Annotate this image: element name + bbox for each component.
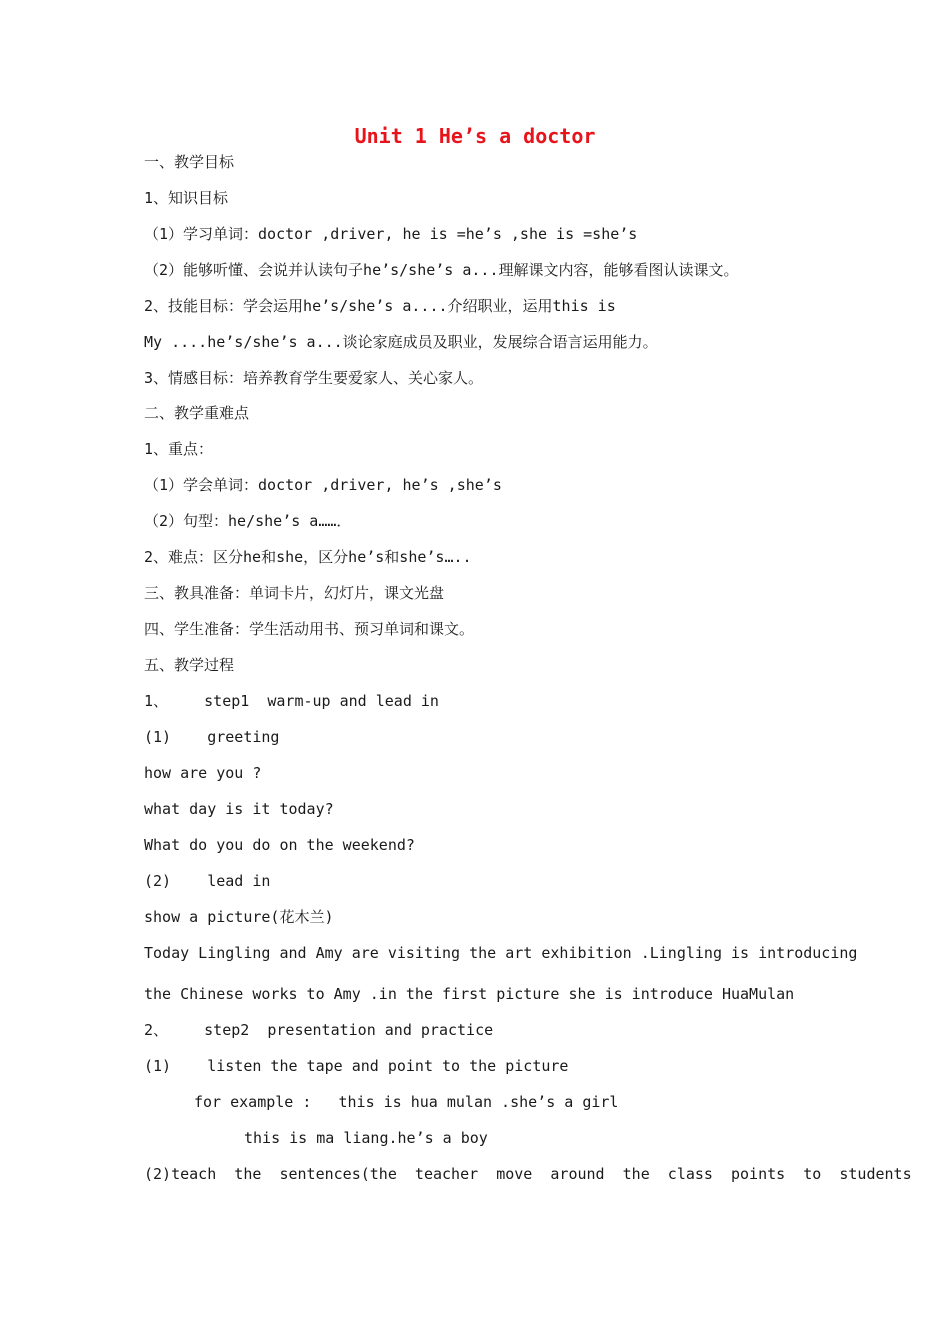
paragraph-line: （1）学习单词：doctor ,driver, he is =he’s ,she is =she’s [144, 225, 638, 243]
step-heading: 1、 step1 warm-up and lead in [144, 692, 439, 710]
section-heading: 五、教学过程 [144, 656, 235, 674]
paragraph-line: My ....he’s/she’s a...谈论家庭成员及职业，发展综合语言运用能力。 [144, 333, 658, 351]
paragraph-line: the Chinese works to Amy .in the first picture she is introduce HuaMulan [144, 985, 795, 1003]
paragraph-line: What do you do on the weekend? [144, 836, 415, 854]
example-line: for example : this is hua mulan .she’s a girl [194, 1093, 619, 1111]
section-heading: 一、教学目标 [144, 153, 235, 171]
paragraph-line: 2、难点：区分he和she，区分he’s和she’s….. [144, 548, 472, 566]
example-line: this is ma liang.he’s a boy [244, 1129, 488, 1147]
section-heading: 三、教具准备：单词卡片，幻灯片，课文光盘 [144, 584, 445, 602]
paragraph-line: what day is it today? [144, 800, 334, 818]
paragraph-line: 3、情感目标：培养教育学生要爱家人、关心家人。 [144, 369, 484, 387]
paragraph-line: (2) lead in [144, 872, 271, 890]
document-title: Unit 1 He’s a doctor [354, 124, 596, 148]
paragraph-line: (2)teach the sentences(the teacher move around the class points to students [144, 1165, 912, 1183]
paragraph-line: （2）能够听懂、会说并认读句子he’s/she’s a...理解课文内容，能够看图认读课文。 [144, 261, 739, 279]
paragraph-line: （1）学会单词：doctor ,driver, he’s ,she’s [144, 476, 502, 494]
paragraph-line: Today Lingling and Amy are visiting the art exhibition .Lingling is introducing [144, 944, 858, 962]
subsection-heading: 1、知识目标 [144, 189, 229, 207]
paragraph-line: (1) listen the tape and point to the picture [144, 1057, 569, 1075]
paragraph-line: how are you ? [144, 764, 262, 782]
subsection-heading: 1、重点： [144, 440, 214, 458]
paragraph-line: show a picture(花木兰) [144, 908, 334, 926]
paragraph-line: 2、技能目标：学会运用he’s/she’s a....介绍职业，运用this is [144, 297, 616, 315]
paragraph-line: (1) greeting [144, 728, 280, 746]
paragraph-line: （2）句型：he/she’s a……． [144, 512, 352, 530]
step-heading: 2、 step2 presentation and practice [144, 1021, 494, 1039]
section-heading: 二、教学重难点 [144, 404, 250, 422]
section-heading: 四、学生准备：学生活动用书、预习单词和课文。 [144, 620, 475, 638]
